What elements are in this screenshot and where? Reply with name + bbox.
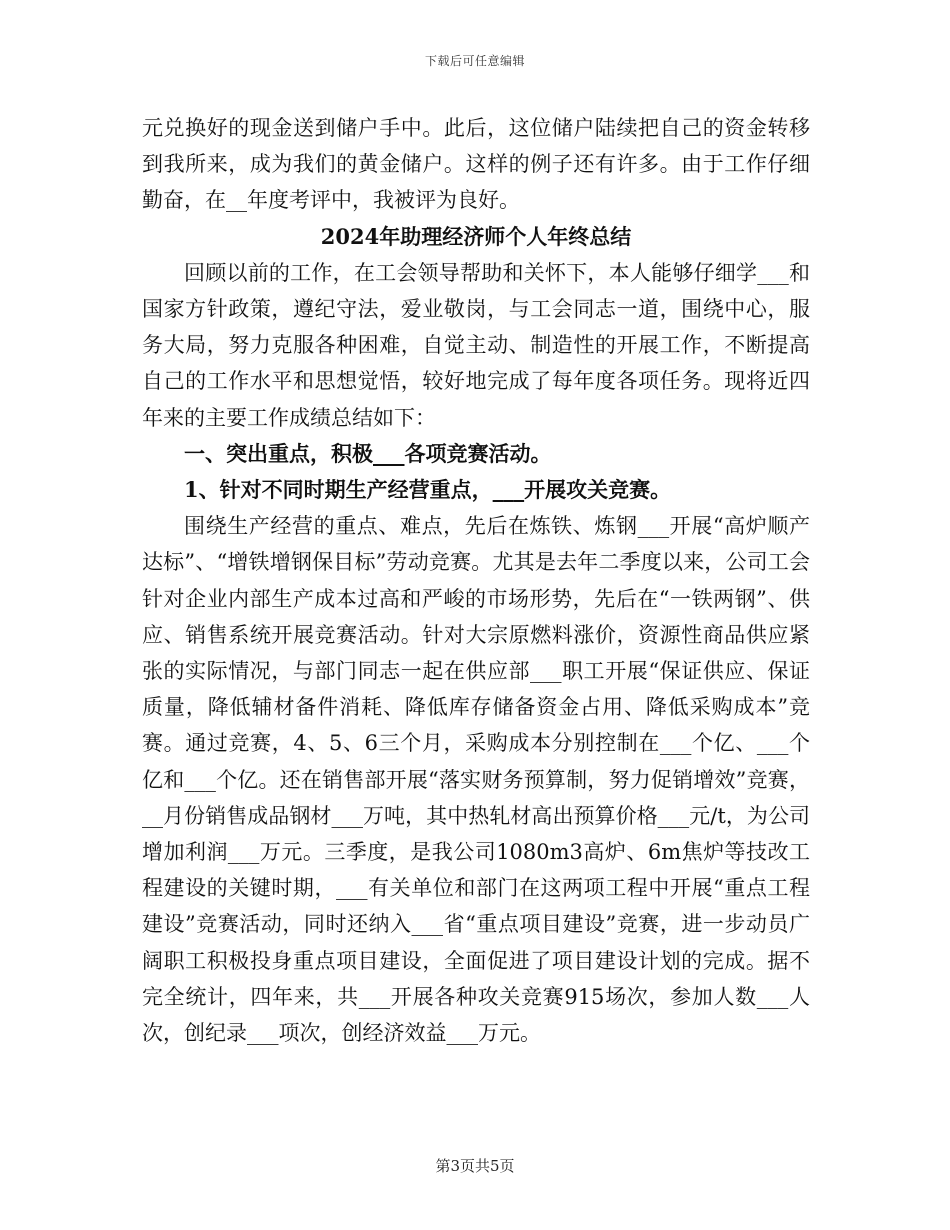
intro-paragraph: 元兑换好的现金送到储户手中。此后，这位储户陆续把自己的资金转移到我所来，成为我们的黄金储户。这样的例子还有许多。由于工作仔细勤奋，在__年度考评中，我被评为良好。 [142,116,810,213]
page-header-note: 下载后可任意编辑 [424,54,525,68]
document-body [142,110,810,1051]
section-heading-1: 一、突出重点，积极___各项竞赛活动。 [184,440,552,466]
page-number: 第3页共5页 [435,1157,515,1175]
document-title: 2024年助理经济师个人年终总结 [320,223,632,249]
paragraph-competitions: 围绕生产经营的重点、难点，先后在炼铁、炼钢___开展“高炉顺产达标”、“增铁增钢保目标”劳动竞赛。尤其是去年二季度以来，公司工会针对企业内部生产成本过高和严峻的市场形势，先后在“一铁两钢”、供应、销售系统开展竞赛活动。针对大宗原燃料涨价，资源性商品供应紧张的实际情况，与部门同志一起在供应部___职工开展“保证供应、保证质量，降低辅材备件消耗、降低库存储备资金占用、降低采购成本”竞赛。通过竞赛，4、5、6三个月，采购成本分别控制在___个亿、___个亿和___个亿。还在销售部开展“落实财务预算制，努力促销增效”竞赛，__月份销售成品钢材___万吨，其中热轧材高出预算价格___元/t，为公司增加利润___万元。三季度，是我公司1080m3高炉、6m焦炉等技改工程建设的关键时期，___有关单位和部门在这两项工程中开展“重点工程建设”竞赛活动，同时还纳入___省“重点项目建设”竞赛，进一步动员广阔职工积极投身重点项目建设，全面促进了项目建设计划的完成。据不完全统计，四年来，共___开展各种攻关竞赛915场次，参加人数___人次，创纪录___项次，创经济效益___万元。 [142,514,810,1046]
subsection-heading-1: 1、针对不同时期生产经营重点，___开展攻关竞赛。 [184,477,672,503]
paragraph-review: 回顾以前的工作，在工会领导帮助和关怀下，本人能够仔细学___和国家方针政策，遵纪守法，爱业敬岗，与工会同志一道，围绕中心，服务大局，努力克服各种困难，自觉主动、制造性的开展工作，不断提高自己的工作水平和思想觉悟，较好地完成了每年度各项任务。现将近四年来的主要工作成绩总结如下： [142,260,810,430]
